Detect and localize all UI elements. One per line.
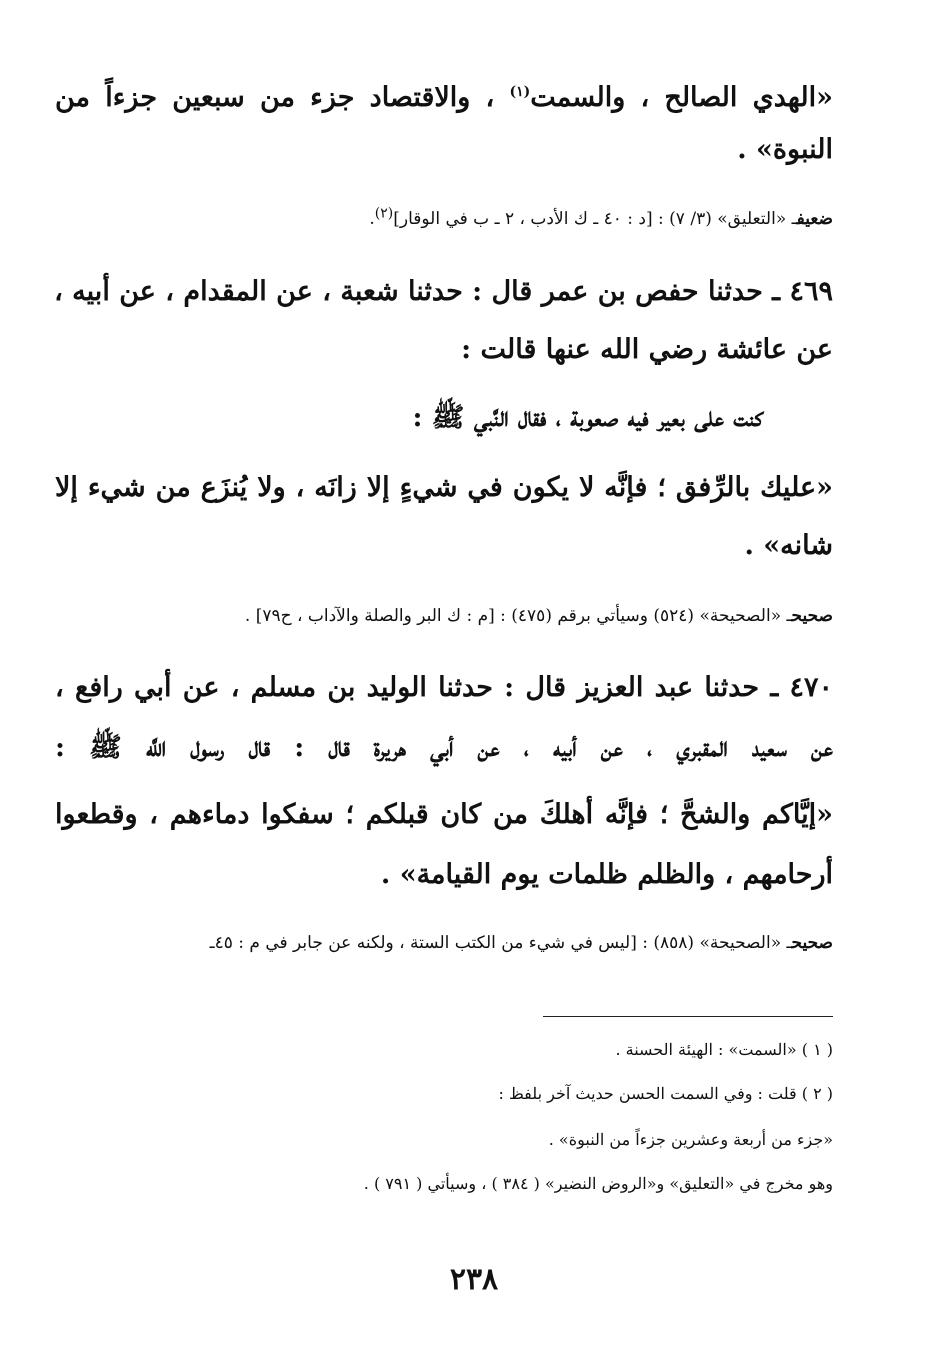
hadith-468-line-2: النبوة» . xyxy=(737,134,833,165)
footnote-2-line-1: ( ٢ ) قلت : وفي السمت الحسن حديث آخر بلفظ : xyxy=(498,1084,833,1103)
grade-label: صحيح xyxy=(791,933,833,953)
hadith-468-text-b: ، والاقتصاد جزء من سبعين جزءاً من xyxy=(55,82,495,113)
grade-468 xyxy=(55,206,833,232)
grade-text: ـ «التعليق» (٣/ ٧) : [د : ٤٠ ـ ك الأدب ، ٢ ـ ب في الوقار] xyxy=(393,209,797,229)
footnote-ref-1[interactable]: (١) xyxy=(509,84,531,100)
hadith-468-text-a: «الهدي الصالح ، والسمت xyxy=(530,82,833,113)
footnote-1: ( ١ ) «السمت» : الهيئة الحسنة . xyxy=(615,1040,833,1059)
grade-text: ـ «الصحيحة» (٨٥٨) : [ليس في شيء من الكتب الستة ، ولكنه عن جابر في م : ٤٥ـ xyxy=(209,933,792,953)
grade-label: صحيح xyxy=(791,606,833,626)
footnote-2-line-2: «جزء من أربعة وعشرين جزءاً من النبوة» . xyxy=(548,1130,833,1149)
hadith-470-matn-line-1: «إيَّاكم والشحَّ ؛ فإنَّه أهلكَ من كان قبلكم ؛ سفكوا دماءهم ، وقطعوا xyxy=(55,799,833,830)
grade-label: ضعيف xyxy=(796,209,833,229)
hadith-469-isnad-line-1: ٤٦٩ ـ حدثنا حفص بن عمر قال : حدثنا شعبة ، عن المقدام ، عن أبيه ، xyxy=(54,276,833,307)
footnote-divider xyxy=(543,1016,833,1017)
hadith-468-line-1 xyxy=(55,78,833,118)
grade-end: . xyxy=(369,209,375,229)
footnote-ref-2[interactable]: (٢) xyxy=(374,205,394,222)
hadith-469-isnad-line-2: عن عائشة رضي الله عنها قالت : xyxy=(461,334,833,365)
hadith-469-matn-line-1: «عليك بالرِّفق ؛ فإنَّه لا يكون في شيءٍ إلا زانَه ، ولا يُنزَع من شيء إلا xyxy=(55,472,833,503)
hadith-470-matn-line-2: أرحامهم ، والظلم ظلمات يوم القيامة» . xyxy=(380,859,833,890)
grade-text: ـ «الصحيحة» (٥٢٤) وسيأتي برقم (٤٧٥) : [م : ك البر والصلة والآداب ، ح٧٩] . xyxy=(244,606,792,626)
footnote-2-line-3: وهو مخرج في «التعليق» و«الروض النضير» ( ٣٨٤ ) ، وسيأتي ( ٧٩١ ) . xyxy=(363,1174,833,1193)
hadith-470-isnad-line-1: ٤٧٠ ـ حدثنا عبد العزيز قال : حدثنا الوليد بن مسلم ، عن أبي رافع ، xyxy=(55,672,833,703)
hadith-469-intro: كنت على بعير فيه صعوبة ، فقال النَّبي ﷺ : xyxy=(412,402,763,433)
grade-469 xyxy=(55,603,833,629)
hadith-469-matn-line-2: شانه» . xyxy=(744,530,833,561)
grade-470 xyxy=(55,930,833,956)
hadith-470-isnad-line-2: عن سعيد المقبري ، عن أبيه ، عن أبي هريرة قال : قال رسول اللَّه ﷺ : xyxy=(55,732,833,763)
page-number: ٢٣٨ xyxy=(449,1262,499,1297)
